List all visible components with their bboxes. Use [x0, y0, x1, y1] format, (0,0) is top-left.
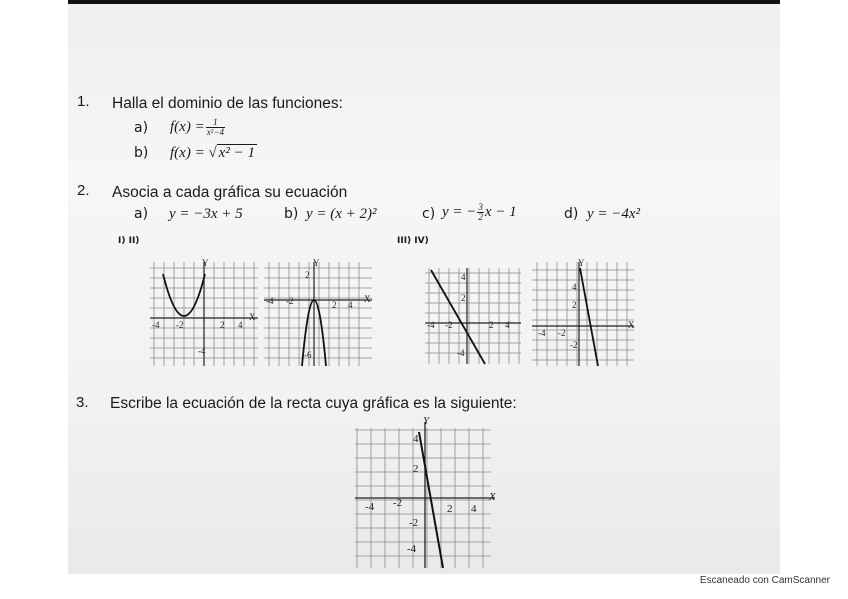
q2-c-label: c)	[422, 206, 436, 222]
q2-text: Asocia a cada gráfica su ecuación	[112, 184, 348, 201]
svg-text:-4: -4	[538, 328, 546, 338]
svg-text:2: 2	[305, 270, 310, 280]
svg-text:2: 2	[572, 300, 577, 310]
svg-text:2: 2	[461, 293, 466, 303]
svg-text:4: 4	[572, 282, 577, 292]
svg-text:4: 4	[471, 503, 477, 515]
svg-text:2: 2	[413, 463, 419, 475]
svg-text:4: 4	[505, 320, 510, 330]
q1-b-label: b)	[134, 145, 149, 161]
svg-text:X: X	[249, 312, 256, 322]
scanner-watermark: Escaneado con CamScanner	[699, 575, 830, 586]
svg-text:-4: -4	[427, 320, 435, 330]
svg-text:2: 2	[447, 503, 453, 515]
graph-III	[425, 268, 521, 364]
svg-text:2: 2	[489, 320, 494, 330]
svg-text:Y: Y	[578, 258, 585, 268]
svg-text:Y: Y	[202, 258, 209, 268]
svg-text:2: 2	[220, 320, 225, 330]
q1-a-equation: f(x) = $\frac{1}{\text{x²−4}}$	[170, 117, 224, 137]
q1-text: Halla el dominio de las funciones:	[112, 95, 343, 112]
svg-text:-2: -2	[570, 340, 578, 350]
q2-b-equation: y = (x + 2)²	[306, 206, 377, 222]
svg-text:-4: -4	[365, 501, 375, 513]
svg-text:-4: -4	[266, 296, 274, 306]
svg-text:-4: -4	[407, 543, 417, 555]
q1-number: 1.	[77, 93, 90, 110]
q2-number: 2.	[77, 182, 90, 199]
roman-labels-left: I) II)	[118, 236, 140, 246]
svg-text:-2: -2	[409, 517, 419, 529]
svg-text:-4: -4	[152, 320, 160, 330]
svg-text:X: X	[489, 491, 496, 503]
svg-text:X: X	[628, 320, 635, 330]
q2-a-equation: y = −3x + 5	[169, 206, 243, 222]
q1-a-label: a)	[134, 120, 149, 136]
graph-II	[264, 258, 372, 366]
svg-text:Y: Y	[313, 258, 320, 268]
graph-q3	[355, 416, 495, 568]
svg-text:-2: -2	[393, 497, 403, 509]
roman-labels-right: III) IV)	[397, 236, 429, 246]
svg-text:-2: -2	[558, 328, 566, 338]
svg-text:2: 2	[332, 300, 337, 310]
q3-number: 3.	[76, 394, 89, 411]
q2-a-label: a)	[134, 206, 149, 222]
svg-text:-2: -2	[286, 296, 294, 306]
svg-text:-4: -4	[198, 346, 206, 356]
svg-text:4: 4	[413, 433, 419, 445]
svg-text:4: 4	[348, 300, 353, 310]
q1-b-equation: f(x) = √ x² − 1	[170, 145, 255, 161]
q2-c-equation: y = − $\frac{3}{2}$ x − 1	[442, 202, 517, 222]
svg-text:4: 4	[461, 272, 466, 282]
svg-text:4: 4	[238, 320, 243, 330]
svg-text:-4: -4	[457, 348, 465, 358]
q2-b-label: b)	[284, 206, 299, 222]
q2-d-equation: y = −4x²	[587, 206, 641, 222]
svg-text:Y: Y	[423, 415, 430, 427]
graph-IV	[532, 258, 635, 366]
svg-text:X: X	[364, 294, 371, 304]
svg-text:-6: -6	[304, 350, 312, 360]
q2-d-label: d)	[564, 206, 579, 222]
svg-text:-2: -2	[176, 320, 184, 330]
svg-text:-2: -2	[445, 320, 453, 330]
graph-I	[150, 258, 258, 366]
q3-text: Escribe la ecuación de la recta cuya gráfica es la siguiente:	[110, 395, 517, 412]
